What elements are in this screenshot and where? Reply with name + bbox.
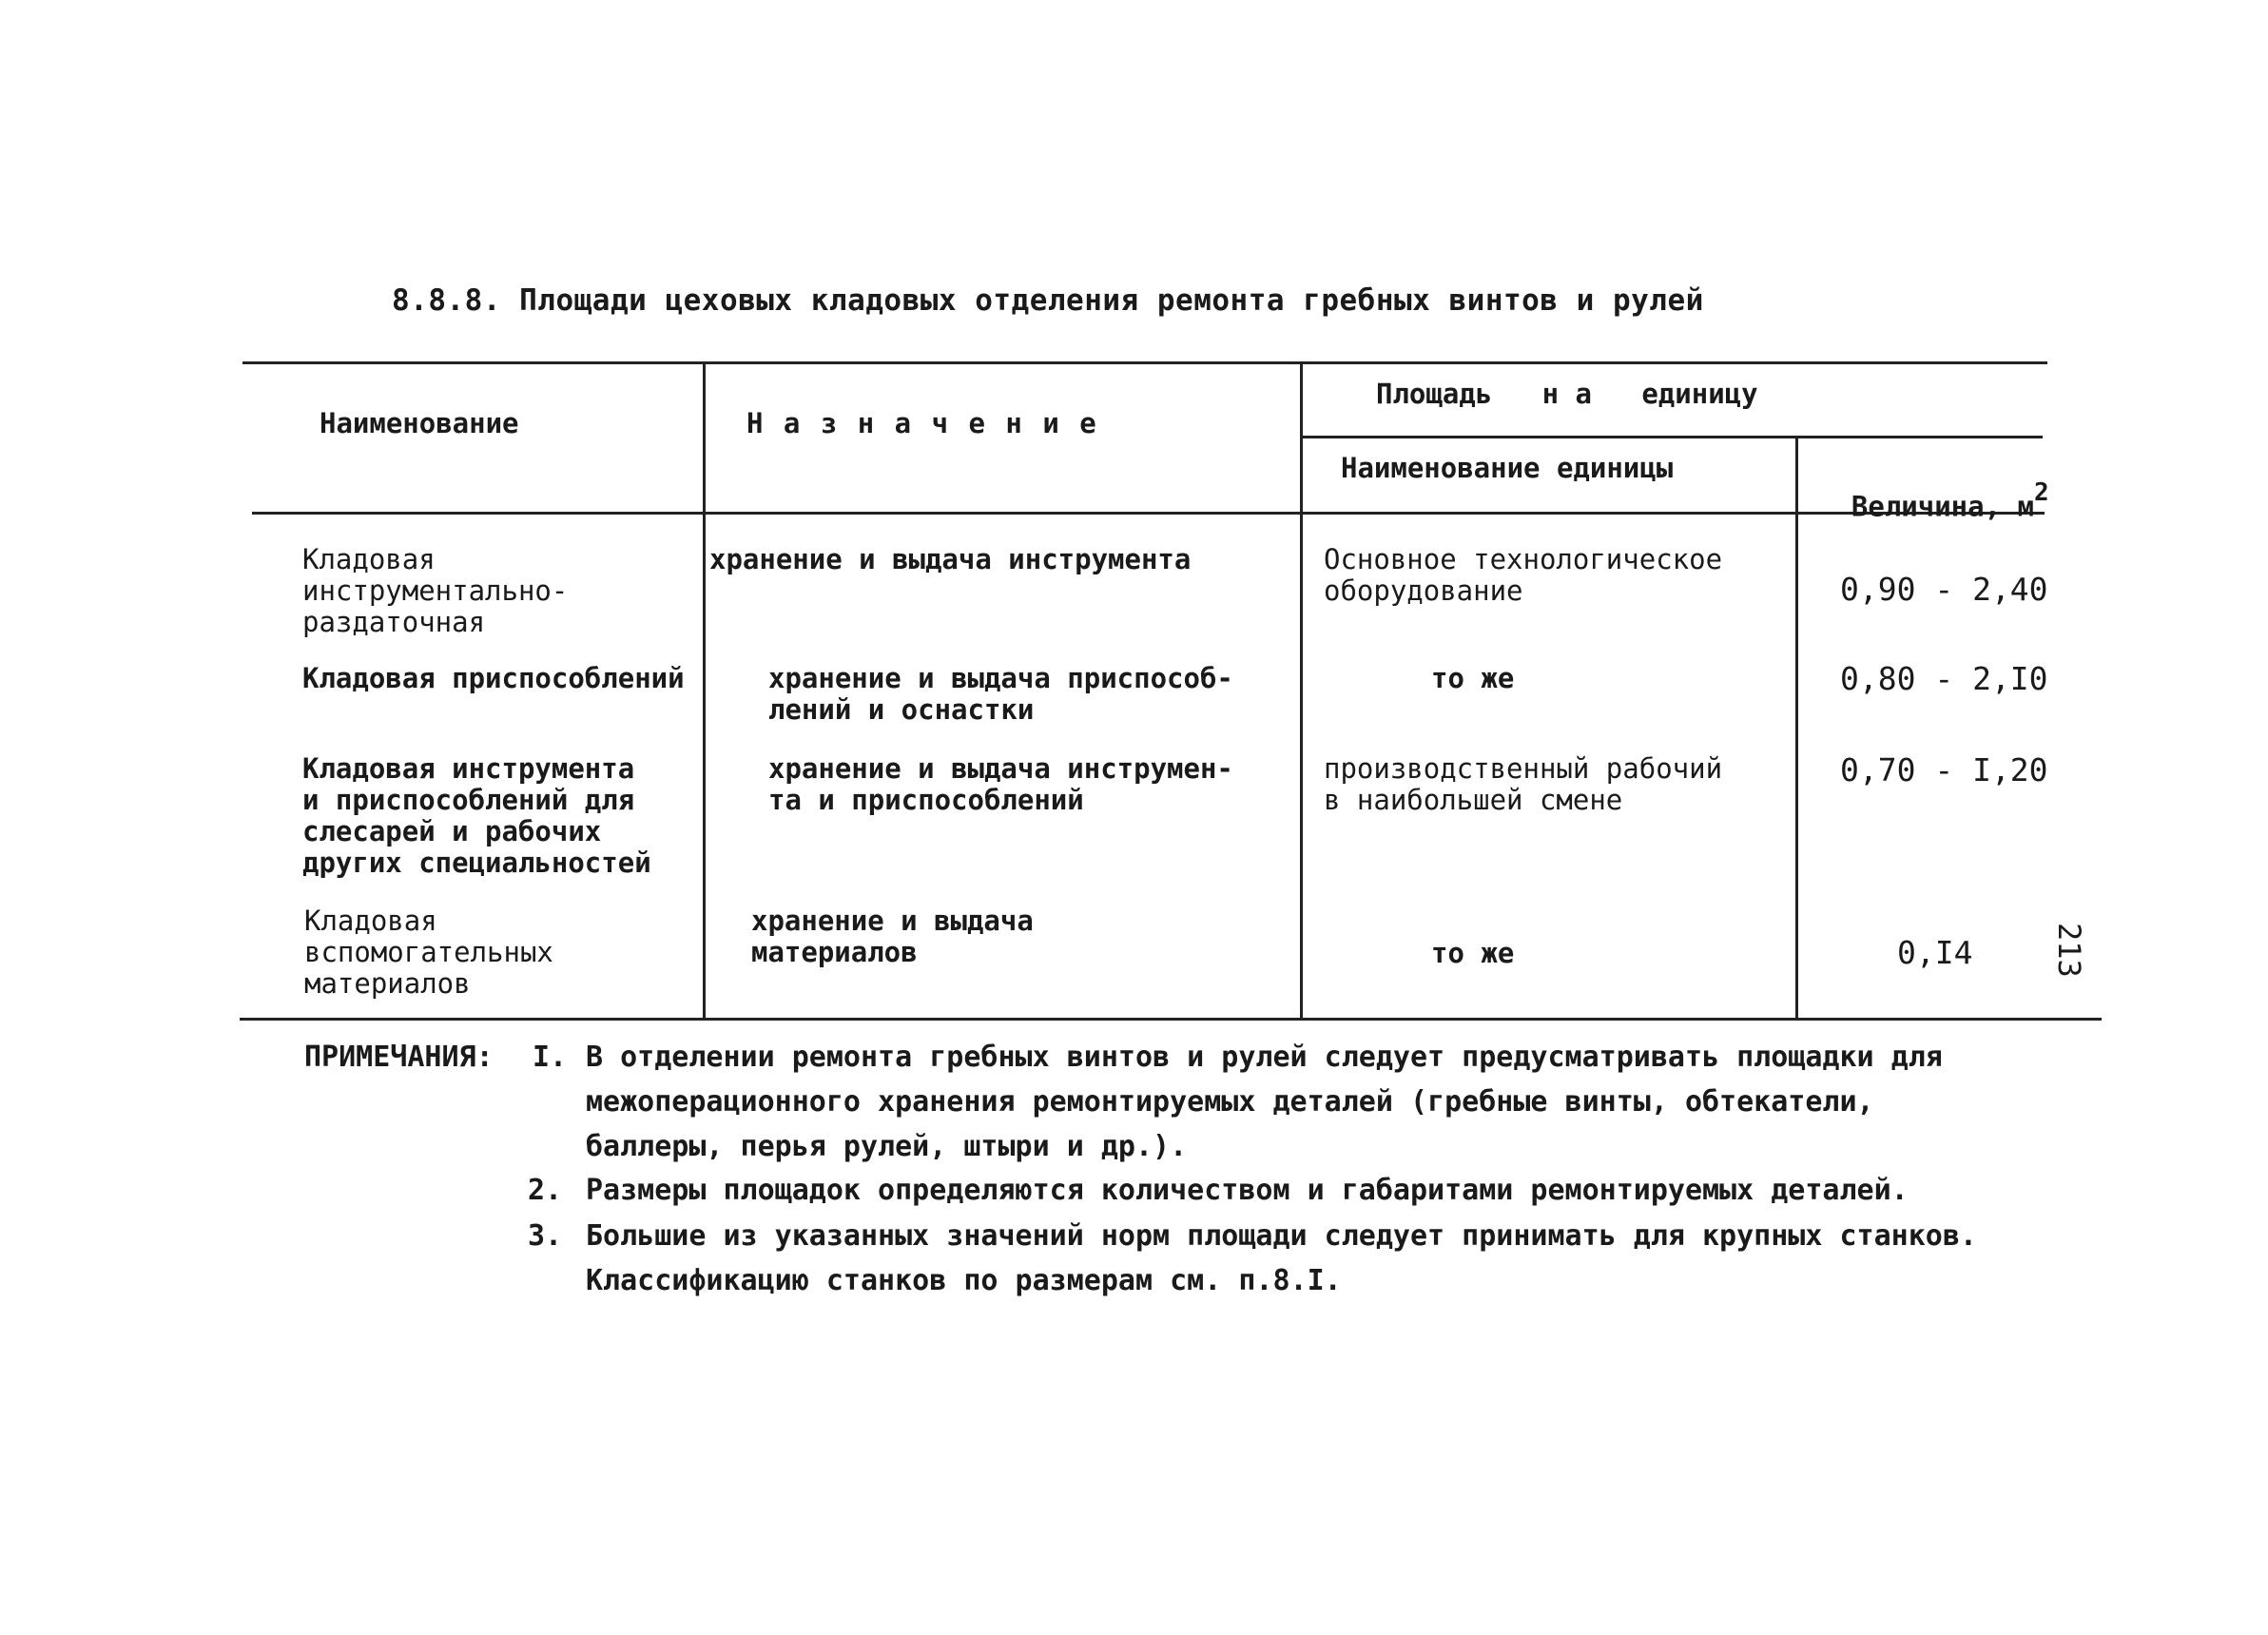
col-divider-1 — [703, 361, 706, 1021]
header-name: Наименование — [320, 407, 519, 439]
note-1-text: В отделении ремонта гребных винтов и рулей следует предусматривать площадки для межоперационного хранения ремонтируемых деталей (гребные винты, обтекатели, баллеры, перья рулей, штыри и др.). — [586, 1041, 1943, 1163]
row3-name: Кладовая инструмента и приспособлений для слесарей и рабочих других специальностей — [302, 752, 651, 879]
header-area-group: Площадь н а единицу — [1376, 378, 1758, 410]
header-value — [1818, 452, 2049, 523]
header-value-sup: 2 — [2033, 478, 2049, 507]
col-divider-2 — [1300, 361, 1303, 1021]
header-purpose: Н а з н а ч е н и е — [746, 407, 1098, 439]
row2-unit: то же — [1431, 662, 1515, 694]
note-3-text: Большие из указанных значений норм площади следует принимать для крупных станков. Классификацию станков по размерам см. п.8.I. — [586, 1219, 1977, 1297]
header-value-label: Величина, м — [1851, 490, 2034, 523]
notes-label: ПРИМЕЧАНИЯ: — [304, 1041, 494, 1074]
header-bottom-rule — [252, 512, 2045, 515]
note-3-number: 3. — [528, 1219, 563, 1253]
row4-purpose: хранение и выдача материалов — [751, 905, 1034, 968]
row1-unit: Основное технологическое оборудование — [1324, 543, 1723, 607]
col-divider-3 — [1795, 436, 1798, 1021]
row4-unit: то же — [1431, 937, 1515, 969]
row3-value: 0,70 - I,20 — [1840, 751, 2048, 788]
table-bottom-rule — [240, 1018, 2102, 1021]
table-top-rule — [242, 361, 2047, 364]
row2-purpose: хранение и выдача приспособ- лений и оснастки — [768, 662, 1233, 726]
section-title: 8.8.8. Площади цеховых кладовых отделения ремонта гребных винтов и рулей — [392, 283, 1704, 318]
row4-value: 0,I4 — [1897, 934, 1973, 971]
row1-value: 0,90 - 2,40 — [1840, 571, 2048, 608]
row2-value: 0,80 - 2,I0 — [1840, 660, 2048, 697]
note-2-text: Размеры площадок определяются количеством и габаритами ремонтируемых деталей. — [586, 1174, 1909, 1207]
row1-purpose: хранение и выдача инструмента — [709, 543, 1192, 575]
row2-name: Кладовая приспособлений — [302, 662, 685, 694]
page-number: 213 — [2051, 923, 2087, 978]
row3-unit: производственный рабочий в наибольшей смене — [1324, 752, 1723, 816]
header-unit-name: Наименование единицы — [1341, 452, 1674, 484]
header-subdivider-rule — [1301, 436, 2043, 438]
note-1-number: I. — [533, 1041, 568, 1074]
row4-name: Кладовая вспомогательных материалов — [304, 905, 553, 1000]
row1-name: Кладовая инструментально- раздаточная — [302, 543, 569, 638]
row3-purpose: хранение и выдача инструмен- та и приспособлений — [768, 752, 1233, 816]
note-2-number: 2. — [528, 1174, 563, 1207]
